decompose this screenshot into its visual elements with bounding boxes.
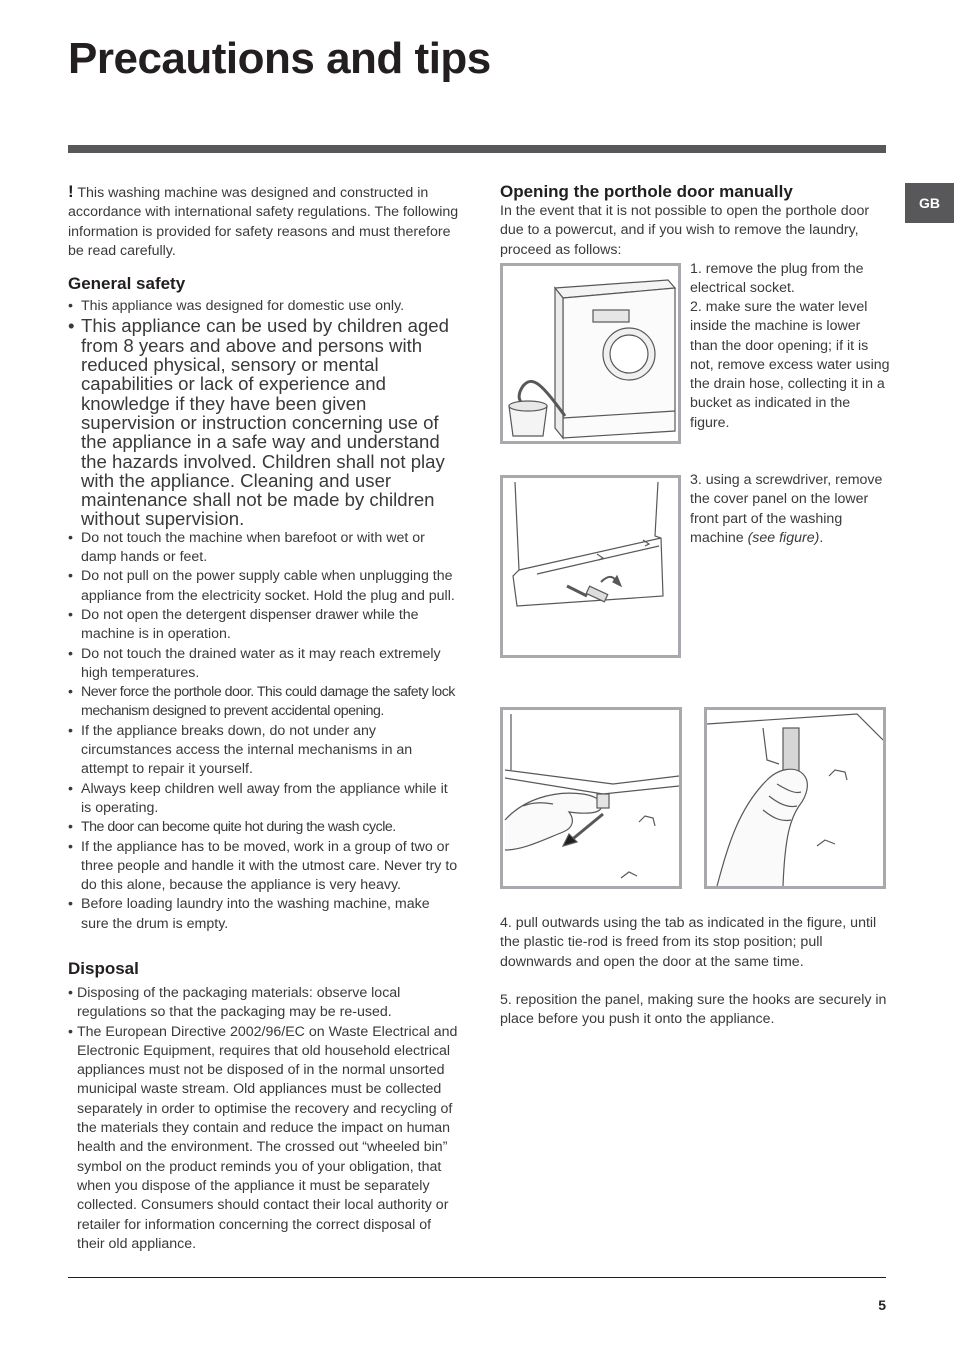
right-column	[500, 182, 890, 260]
intro-paragraph	[68, 182, 460, 261]
list-item: • Always keep children well away from the appliance while it is operating.	[68, 780, 460, 819]
language-tab[interactable]: GB	[905, 183, 954, 223]
figure-drain-hose	[500, 263, 681, 444]
general-safety-heading: General safety	[68, 274, 186, 294]
step-3-text	[690, 471, 890, 548]
list-item: • If the appliance has to be moved, work in a group of two or three people and handle it with the utmost care. Never try to do this alone, because the appliance is very heavy.	[68, 838, 460, 896]
general-safety-list	[68, 297, 460, 934]
step-3-main: 3. using a screwdriver, remove the cover panel on the lower front part of the washing machine	[690, 472, 883, 546]
list-item: • This appliance can be used by children aged from 8 years and above and persons with reduced physical, sensory or mental capabilities or lack of experience and knowledge if they have been given supervision or instruction concerning use of the appliance in a safe way and understand the hazards involved. Children shall not play with the appliance. Cleaning and user maintenance shall not be made by children without supervision.	[68, 316, 460, 528]
screwdriver-panel-illustration	[503, 478, 678, 655]
pull-tab-illustration	[503, 710, 679, 886]
step-3-end: .	[819, 529, 824, 546]
porthole-heading: Opening the porthole door manually	[500, 182, 793, 201]
list-item: • The European Directive 2002/96/EC on Waste Electrical and Electronic Equipment, requires that old household electrical appliances must not be disposed of in the normal unsorted municipal waste stream. Old appliances must be collected separately in order to optimise the recovery and recycling of the materials they contain and reduce the impact on human health and the environment. The crossed out “wheeled bin” symbol on the product reminds you of your obligation, that when you dispose of the appliance it must be separately collected. Consumers should contact their local authority or retailer for information concerning the correct disposal of their old appliance.	[68, 1023, 460, 1255]
list-item: • Do not touch the machine when barefoot or with wet or damp hands or feet.	[68, 529, 460, 568]
title-rule	[68, 145, 886, 153]
list-item: • This appliance was designed for domestic use only.	[68, 297, 460, 316]
footer-rule	[68, 1277, 886, 1278]
left-column	[68, 182, 460, 1254]
list-item: • Never force the porthole door. This could damage the safety lock mechanism designed to prevent accidental opening.	[68, 683, 460, 722]
step-2-text: 2. make sure the water level inside the machine is lower than the door opening; if it is not, remove excess water using the drain hose, collecting it in a bucket as indicated in the figure.	[690, 299, 890, 431]
list-item: • The door can become quite hot during the wash cycle.	[68, 818, 460, 837]
disposal-heading: Disposal	[68, 958, 139, 978]
warning-icon: !	[68, 182, 74, 201]
figure-grip-tab	[704, 707, 886, 889]
washing-machine-drain-illustration	[503, 266, 678, 441]
step-4-text: 4. pull outwards using the tab as indicated in the figure, until the plastic tie-rod is freed from its stop position; pull downwards and open the door at the same time.	[500, 915, 877, 970]
step-1-text: 1. remove the plug from the electrical socket.	[690, 261, 864, 297]
disposal-list	[68, 984, 460, 1254]
list-item: • Before loading laundry into the washing machine, make sure the drum is empty.	[68, 895, 460, 934]
list-item: • Disposing of the packaging materials: observe local regulations so that the packaging may be re-used.	[68, 984, 460, 1023]
list-item: • Do not open the detergent dispenser drawer while the machine is in operation.	[68, 606, 460, 645]
list-item: • Do not touch the drained water as it may reach extremely high temperatures.	[68, 645, 460, 684]
list-item: • Do not pull on the power supply cable when unplugging the appliance from the electricity socket. Hold the plug and pull.	[68, 567, 460, 606]
figure-pull-tab	[500, 707, 682, 889]
porthole-intro: In the event that it is not possible to open the porthole door due to a powercut, and if you wish to remove the laundry, proceed as follows:	[500, 203, 870, 258]
page-title: Precautions and tips	[68, 34, 491, 83]
step-3-figure-ref: (see figure)	[747, 529, 820, 546]
step-5-text: 5. reposition the panel, making sure the hooks are securely in place before you push it onto the appliance.	[500, 992, 887, 1028]
figure-screwdriver-panel	[500, 475, 681, 658]
page-number: 5	[878, 1297, 886, 1313]
list-item: • If the appliance breaks down, do not under any circumstances access the internal mechanisms in an attempt to repair it yourself.	[68, 722, 460, 780]
intro-text: This washing machine was designed and constructed in accordance with international safety regulations. The following information is provided for safety reasons and must therefore be read carefully.	[68, 185, 459, 259]
grip-tab-illustration	[707, 710, 883, 886]
